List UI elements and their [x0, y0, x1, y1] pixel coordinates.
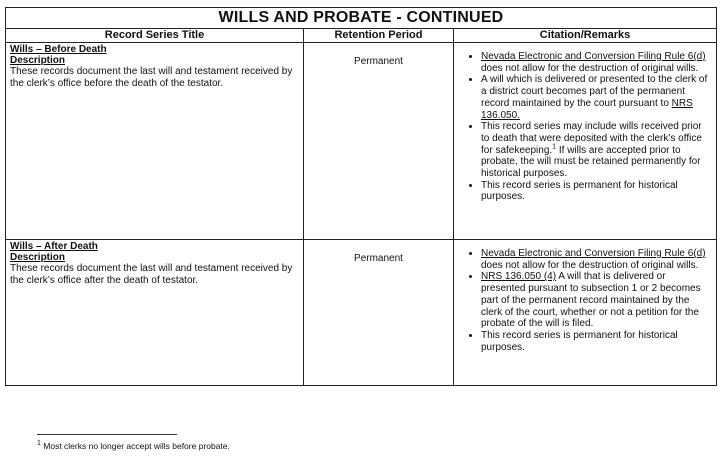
remarks-list	[454, 51, 712, 203]
remark-item	[481, 74, 712, 121]
series-cell	[6, 43, 304, 240]
remark-text: A will which is delivered or presented to the clerk of a district court becomes part of the permanent record maintained by the court pursuant to	[481, 74, 708, 109]
footnote-text: Most clerks no longer accept wills before probate.	[40, 441, 230, 451]
description-text: These records document the last will and testament received by the clerk’s office after the death of testator.	[10, 263, 293, 286]
footnote-divider	[37, 434, 177, 435]
remark-text: If wills are accepted prior to probate, the will must be retained permanently for historical purposes.	[481, 144, 701, 180]
remark-text: This record series is permanent for historical purposes.	[481, 179, 678, 203]
retention-period: Permanent	[304, 43, 454, 240]
footnote-mark: 1	[37, 440, 41, 448]
citation-link[interactable]: NRS 136.050.	[481, 97, 693, 121]
remark-text: does not allow for the destruction of original wills.	[481, 62, 699, 74]
footnote	[37, 441, 230, 451]
description-label: Description	[10, 252, 66, 264]
remark-text: This record series is permanent for historical purposes.	[481, 329, 678, 353]
column-header-remarks: Citation/Remarks	[454, 29, 717, 43]
description-label: Description	[10, 55, 66, 67]
series-title: Wills – Before Death	[10, 44, 107, 55]
remarks-cell	[454, 240, 717, 386]
remark-item	[481, 51, 712, 74]
retention-period: Permanent	[304, 240, 454, 386]
header-row	[6, 29, 717, 43]
footnote-ref: 1	[552, 143, 557, 151]
records-table	[5, 7, 717, 386]
series-title: Wills – After Death	[10, 241, 98, 252]
remark-text: This record series may include wills received prior to death that were deposited with the clerk’s office for safekeeping.	[481, 121, 702, 156]
remark-item	[481, 121, 712, 180]
remarks-list	[454, 248, 712, 353]
column-header-retention: Retention Period	[304, 29, 454, 43]
column-header-title: Record Series Title	[6, 29, 304, 43]
remarks-cell	[454, 43, 717, 240]
citation-link[interactable]: NRS 136.050 (4)	[481, 271, 557, 283]
table-row	[6, 43, 717, 240]
table-row	[6, 240, 717, 386]
remark-item	[481, 180, 712, 203]
remark-item	[481, 248, 712, 271]
citation-link[interactable]: Nevada Electronic and Conversion Filing Rule 6(d)	[481, 51, 706, 62]
remark-text: does not allow for the destruction of original wills.	[481, 259, 699, 271]
page-title: WILLS AND PROBATE - CONTINUED	[6, 8, 717, 29]
citation-link[interactable]: Nevada Electronic and Conversion Filing Rule 6(d)	[481, 248, 706, 259]
remark-item	[481, 330, 712, 353]
remark-text: A will that is delivered or presented pursuant to subsection 1 or 2 becomes part of the permanent record maintained by the clerk of the court, whether or not a petition for the probate of the will is filed.	[481, 271, 701, 330]
description-text: These records document the last will and testament received by the clerk’s office before the death of the testator.	[10, 66, 293, 89]
remark-item	[481, 271, 712, 330]
series-cell	[6, 240, 304, 386]
